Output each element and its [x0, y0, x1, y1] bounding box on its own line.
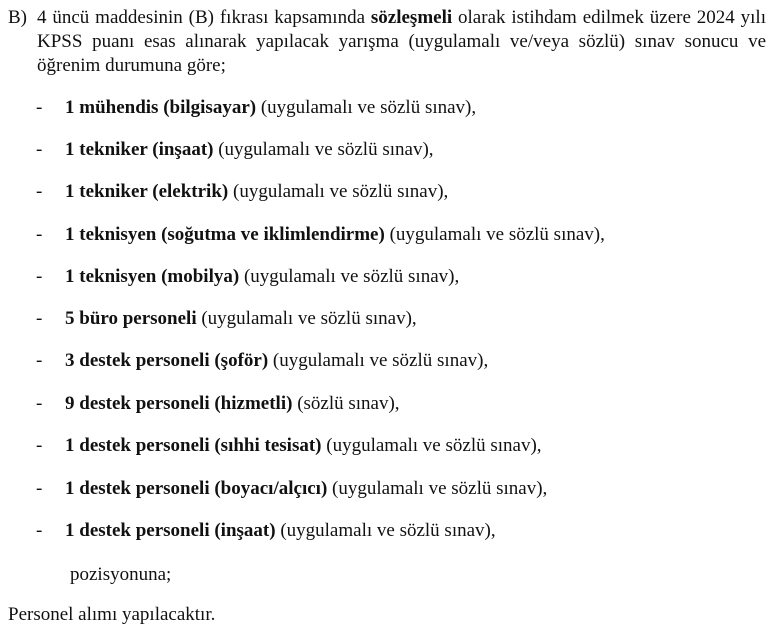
position-title: 1 destek personeli (sıhhi tesisat) [65, 435, 322, 456]
dash-bullet-icon: - [36, 266, 43, 287]
dash-bullet-icon: - [36, 520, 43, 541]
exam-type: (uygulamalı ve sözlü sınav), [268, 350, 489, 371]
dash-bullet-icon: - [36, 435, 43, 456]
dash-bullet-icon: - [36, 393, 43, 414]
exam-type: (uygulamalı ve sözlü sınav), [256, 97, 477, 118]
paragraph-bold-term: sözleşmeli [370, 7, 453, 28]
positions-suffix: pozisyonuna; [70, 564, 172, 585]
position-title: 1 teknisyen (mobilya) [65, 266, 240, 287]
exam-type: (uygulamalı ve sözlü sınav), [213, 139, 434, 160]
position-title: 1 destek personeli (inşaat) [65, 520, 276, 541]
dash-bullet-icon: - [36, 97, 43, 118]
dash-bullet-icon: - [36, 308, 43, 329]
exam-type: (uygulamalı ve sözlü sınav), [321, 435, 542, 456]
position-title: 1 destek personeli (boyacı/alçıcı) [65, 478, 328, 499]
position-title: 1 tekniker (inşaat) [65, 139, 214, 160]
paragraph-label: B) [8, 7, 27, 28]
exam-type: (uygulamalı ve sözlü sınav), [196, 308, 417, 329]
dash-bullet-icon: - [36, 350, 43, 371]
paragraph-b-body [37, 6, 766, 78]
paragraph-b [8, 6, 766, 78]
paragraph-text-after: olarak istihdam edilmek üzere 2024 yılı KPSS puanı esas alınarak yapılacak yarışma (uygulamalı ve/veya sözlü) sınav sonucu ve öğrenim durumuna göre; [37, 7, 766, 76]
exam-type: (uygulamalı ve sözlü sınav), [384, 224, 605, 245]
position-title: 1 tekniker (elektrik) [65, 181, 229, 202]
dash-bullet-icon: - [36, 181, 43, 202]
position-title: 5 büro personeli [65, 308, 197, 329]
exam-type: (uygulamalı ve sözlü sınav), [228, 181, 449, 202]
exam-type: (sözlü sınav), [292, 393, 400, 414]
exam-type: (uygulamalı ve sözlü sınav), [275, 520, 496, 541]
exam-type: (uygulamalı ve sözlü sınav), [239, 266, 460, 287]
position-title: 3 destek personeli (şoför) [65, 350, 269, 371]
dash-bullet-icon: - [36, 224, 43, 245]
dash-bullet-icon: - [36, 478, 43, 499]
closing-sentence: Personel alımı yapılacaktır. [8, 604, 216, 625]
exam-type: (uygulamalı ve sözlü sınav), [327, 478, 548, 499]
position-title: 1 mühendis (bilgisayar) [65, 97, 257, 118]
position-title: 1 teknisyen (soğutma ve iklimlendirme) [65, 224, 385, 245]
paragraph-text-before: 4 üncü maddesinin (B) fıkrası kapsamında [37, 7, 371, 28]
dash-bullet-icon: - [36, 139, 43, 160]
position-title: 9 destek personeli (hizmetli) [65, 393, 293, 414]
